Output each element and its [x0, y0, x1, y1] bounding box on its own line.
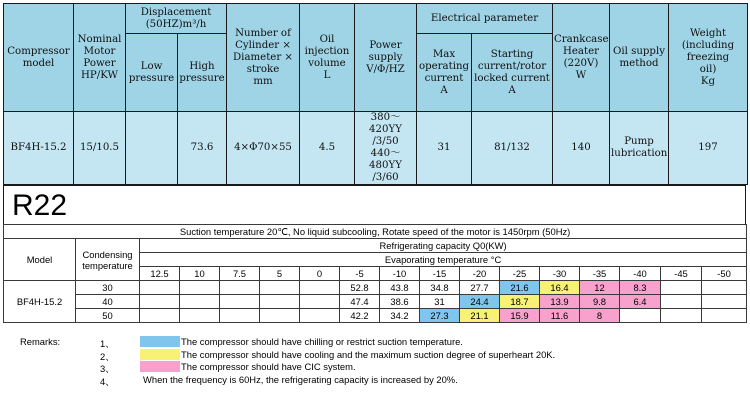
remark-color-swatch-pink [140, 361, 180, 372]
conditions-note: Suction temperature 20℃, No liquid subcooling, Rotate speed of the motor is 1450rpm (50Hz) [4, 225, 747, 239]
remark-number: 1、 [100, 338, 115, 349]
cell-power-supply: 380～420YY /3/50 440～480YY /3/60 [355, 112, 417, 185]
r22-title-box [3, 185, 746, 225]
remark-text: When the frequency is 60Hz, the refrigerating capacity is increased by 20%. [143, 374, 458, 385]
cell-starting-current: 81/132 [472, 112, 553, 185]
evap-temp-header: 10 [180, 267, 220, 281]
capacity-cell: 42.2 [340, 309, 380, 323]
header-power-supply: Power supply V/Φ/HZ [355, 4, 417, 112]
capacity-cell [180, 309, 220, 323]
evap-temp-header: -15 [420, 267, 460, 281]
capacity-cell: 27.7 [460, 281, 500, 295]
evap-temp-header: 0 [300, 267, 340, 281]
capacity-cell: 47.4 [340, 295, 380, 309]
evap-temp-header: -45 [661, 267, 702, 281]
evap-temp-header: -50 [702, 267, 747, 281]
header-low-pressure: Low pressure [126, 34, 178, 112]
capacity-header: Refrigerating capacity Q0(KW) [140, 239, 747, 253]
header-oil-supply: Oil supply method [610, 4, 669, 112]
header-compressor-model: Compressor model [4, 4, 74, 112]
refrigerating-capacity-table [3, 224, 747, 323]
header-starting-current: Starting current/rotor locked current A [472, 34, 553, 112]
capacity-cell [180, 281, 220, 295]
capacity-cell [140, 309, 180, 323]
capacity-cell: 8 [580, 309, 620, 323]
capacity-cell: 16.4 [540, 281, 580, 295]
remark-color-swatch-yellow [140, 349, 180, 360]
remark-color-swatch-blue [140, 336, 180, 347]
header-crankcase-heater: Crankcase Heater (220V) W [553, 4, 610, 112]
header-high-pressure: High pressure [178, 34, 227, 112]
capacity-cell [702, 281, 747, 295]
remark-number: 4、 [100, 376, 115, 387]
condensing-temp-cell: 30 [76, 281, 140, 295]
capacity-cell [260, 281, 300, 295]
capacity-cell: 6.4 [620, 295, 661, 309]
evap-temp-header: -10 [380, 267, 420, 281]
capacity-cell: 34.2 [380, 309, 420, 323]
capacity-cell: 38.6 [380, 295, 420, 309]
evap-temp-header: -40 [620, 267, 661, 281]
cell-heater: 140 [553, 112, 610, 185]
capacity-cell: 52.8 [340, 281, 380, 295]
header-electrical-parameter: Electrical parameter [417, 4, 553, 34]
compressor-spec-table [3, 3, 748, 185]
header-max-current: Max operating current A [417, 34, 472, 112]
capacity-cell [300, 309, 340, 323]
condensing-temp-cell: 50 [76, 309, 140, 323]
capacity-cell [140, 295, 180, 309]
capacity-cell: 8.3 [620, 281, 661, 295]
r22-title: R22 [12, 189, 68, 222]
capacity-cell: 15.9 [500, 309, 540, 323]
capacity-cell [300, 281, 340, 295]
remark-text: The compressor should have CIC system. [181, 361, 356, 372]
model-cell: BF4H-15.2 [4, 281, 76, 323]
capacity-cell: 9.8 [580, 295, 620, 309]
cell-model: BF4H-15.2 [4, 112, 74, 185]
header-weight: Weight (including freezing oil) Kg [669, 4, 748, 112]
capacity-cell: 43.8 [380, 281, 420, 295]
capacity-cell [260, 309, 300, 323]
model-header: Model [4, 239, 76, 281]
capacity-cell [140, 281, 180, 295]
capacity-cell [661, 281, 702, 295]
header-nominal-power: Nominal Motor Power HP/KW [74, 4, 126, 112]
evap-temp-header: 12.5 [140, 267, 180, 281]
capacity-cell: 21.1 [460, 309, 500, 323]
cell-max-current: 31 [417, 112, 472, 185]
header-oil-volume: Oil injection volume L [300, 4, 355, 112]
capacity-cell: 21.6 [500, 281, 540, 295]
header-cylinders: Number of Cylinder × Diameter × stroke mm [227, 4, 300, 112]
condensing-temp-cell: 40 [76, 295, 140, 309]
evap-temp-header: -25 [500, 267, 540, 281]
capacity-cell [620, 309, 661, 323]
cell-low-pressure [126, 112, 178, 185]
capacity-cell [220, 309, 260, 323]
capacity-cell [260, 295, 300, 309]
remarks-section [0, 333, 750, 397]
remark-number: 2、 [100, 351, 115, 362]
evap-temp-header: 5 [260, 267, 300, 281]
capacity-cell [180, 295, 220, 309]
cell-power: 15/10.5 [74, 112, 126, 185]
cell-weight: 197 [669, 112, 748, 185]
capacity-cell: 18.7 [500, 295, 540, 309]
capacity-cell [702, 309, 747, 323]
capacity-cell [220, 295, 260, 309]
remark-text: The compressor should have chilling or restrict suction temperature. [181, 336, 463, 347]
evap-temp-header: -20 [460, 267, 500, 281]
capacity-cell: 11.6 [540, 309, 580, 323]
condensing-header: Condensing temperature [76, 239, 140, 281]
evaporating-header: Evaporating temperature °C [140, 253, 747, 267]
capacity-cell: 13.9 [540, 295, 580, 309]
capacity-cell: 34.8 [420, 281, 460, 295]
capacity-cell: 24.4 [460, 295, 500, 309]
cell-cylinders: 4×Φ70×55 [227, 112, 300, 185]
cell-oil-volume: 4.5 [300, 112, 355, 185]
cell-oil-supply: Pump lubrication [610, 112, 669, 185]
capacity-cell [661, 309, 702, 323]
evap-temp-header: 7.5 [220, 267, 260, 281]
capacity-cell [661, 295, 702, 309]
cell-high-pressure: 73.6 [178, 112, 227, 185]
capacity-cell [702, 295, 747, 309]
remark-number: 3、 [100, 363, 115, 374]
remark-text: The compressor should have cooling and the maximum suction degree of superheart 20K. [181, 349, 556, 360]
capacity-cell [300, 295, 340, 309]
remarks-label: Remarks: [20, 336, 61, 347]
evap-temp-header: -35 [580, 267, 620, 281]
evap-temp-header: -30 [540, 267, 580, 281]
evap-temp-header: -5 [340, 267, 380, 281]
capacity-cell: 27.3 [420, 309, 460, 323]
capacity-cell: 12 [580, 281, 620, 295]
capacity-cell: 31 [420, 295, 460, 309]
header-displacement: Displacement (50HZ)m³/h [126, 4, 227, 34]
capacity-cell [220, 281, 260, 295]
